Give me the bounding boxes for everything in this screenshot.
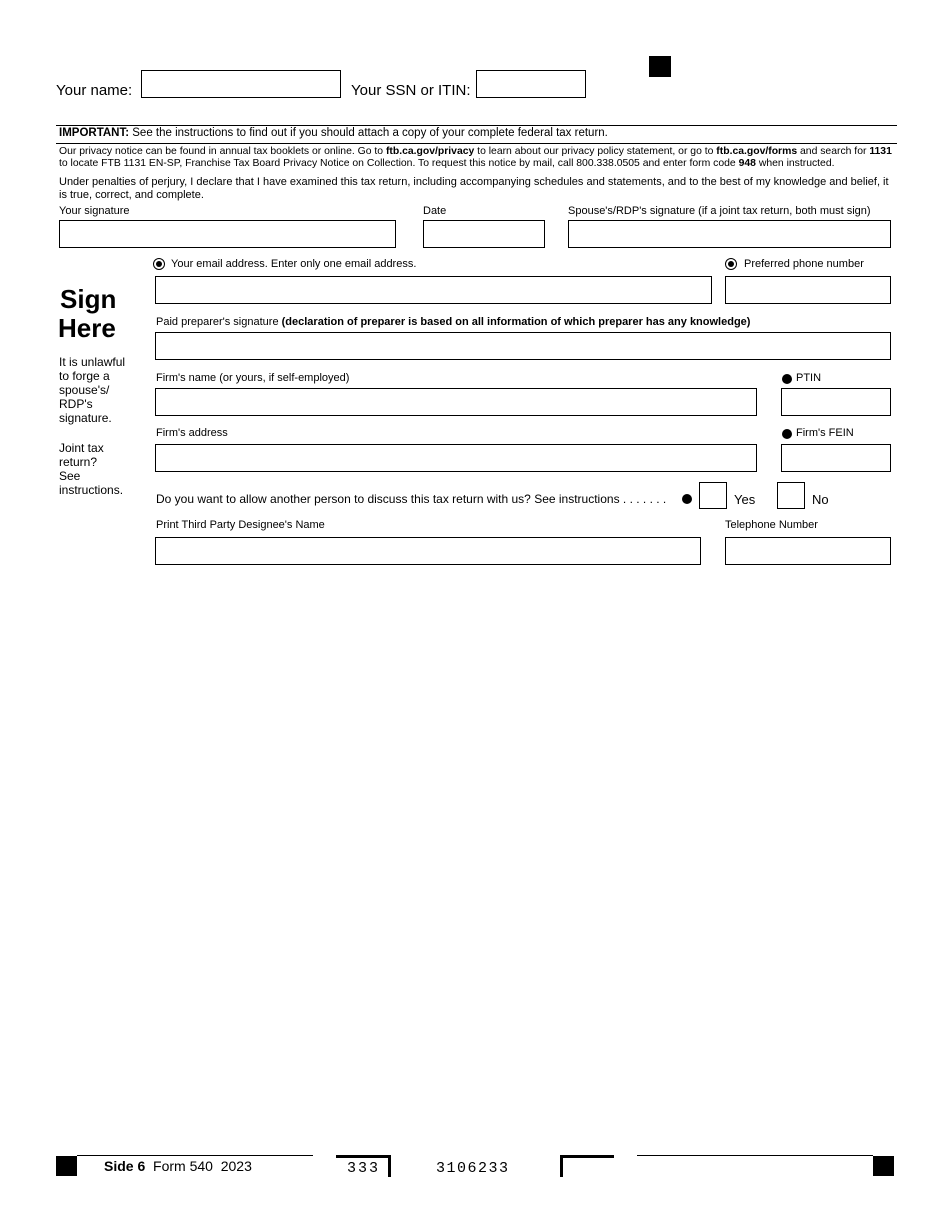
yes-label: Yes [734,492,756,507]
email-field[interactable] [155,276,712,304]
ssn-field[interactable] [476,70,586,98]
privacy-link[interactable]: ftb.ca.gov/privacy [385,146,475,157]
footer-form-id [104,1158,252,1174]
ptin-label: PTIN [796,372,822,384]
firm-name-label: Firm's name (or yours, if self-employed) [156,372,350,384]
important-notice [59,127,608,139]
preparer-signature-field[interactable] [155,332,891,360]
fein-field[interactable] [781,444,891,472]
preparer-label: Paid preparer's signature (declaration of preparer is based on all information of which preparer has any knowledge) [156,316,751,328]
firm-address-field[interactable] [155,444,757,472]
important-bold: IMPORTANT: [59,127,130,139]
date-label: Date [423,205,447,217]
footer-side: Side 6 [104,1158,146,1174]
spouse-signature-field[interactable] [568,220,891,248]
designee-name-field[interactable] [155,537,701,565]
code-bracket-side [388,1155,391,1177]
your-signature-field[interactable] [59,220,396,248]
spouse-signature-label: Spouse's/RDP's signature (if a joint tax return, both must sign) [568,205,871,217]
ptin-field[interactable] [781,388,891,416]
no-checkbox[interactable] [777,482,805,509]
third-party-question: Do you want to allow another person to discuss this tax return with us? See instructions . . . . . . . [156,492,667,506]
third-party-bullet-icon [682,494,692,504]
corner-bracket-top [560,1155,614,1158]
privacy-notice: Our privacy notice can be found in annual tax booklets or online. Go to ftb.ca.gov/privacy to learn about our privacy policy statement, or go to ftb.ca.gov/forms and search for 1131 to locate FTB 1131 EN-SP, Franchise Tax Board Privacy Notice on Collection. To request this notice by mail, call 800.338.0505 and enter form code 948 when instructed. [59,146,892,169]
your-name-label: Your name: [56,82,133,99]
email-label: Your email address. Enter only one email address. [171,258,417,270]
footer-year: 2023 [220,1158,252,1174]
fein-label: Firm's FEIN [796,427,854,439]
your-name-field[interactable] [141,70,341,98]
registration-mark-bottom-left [56,1156,77,1176]
footer-code-short: 333 [347,1160,381,1177]
ptin-bullet-icon [782,374,792,384]
fein-bullet-icon [782,429,792,439]
no-label: No [812,492,829,507]
registration-mark-bottom-right [873,1156,894,1176]
ssn-label: Your SSN or ITIN: [351,82,471,99]
date-field[interactable] [423,220,545,248]
divider-important [56,143,897,144]
footer-code-long: 3106233 [436,1160,510,1177]
footer-rule-right [637,1155,873,1156]
code-bracket-top [336,1155,391,1158]
phone-label: Preferred phone number [744,258,864,270]
sign-heading: Sign [60,284,117,314]
joint-return-note: Joint tax return? See instructions. [59,441,124,497]
email-radio[interactable] [153,258,165,270]
yes-checkbox[interactable] [699,482,727,509]
forms-link[interactable]: ftb.ca.gov/forms [716,146,798,157]
phone-field[interactable] [725,276,891,304]
here-heading: Here [58,313,116,343]
telephone-field[interactable] [725,537,891,565]
important-text: See the instructions to find out if you should attach a copy of your complete federal tax return. [129,127,608,139]
forgery-warning: It is unlawful to forge a spouse's/ RDP's signature. [59,355,126,425]
divider-top [56,125,897,126]
designee-name-label: Print Third Party Designee's Name [156,519,325,531]
registration-mark-top [649,56,671,77]
corner-bracket-side [560,1155,563,1177]
firm-name-field[interactable] [155,388,757,416]
your-signature-label: Your signature [59,205,130,217]
footer-rule-left [77,1155,313,1156]
footer-form: Form 540 [153,1158,213,1174]
telephone-label: Telephone Number [725,519,818,531]
perjury-statement: Under penalties of perjury, I declare that I have examined this tax return, including accompanying schedules and statements, and to the best of my knowledge and belief, it is true, correct, and complete. [59,176,889,201]
firm-address-label: Firm's address [156,427,228,439]
phone-radio[interactable] [725,258,737,270]
